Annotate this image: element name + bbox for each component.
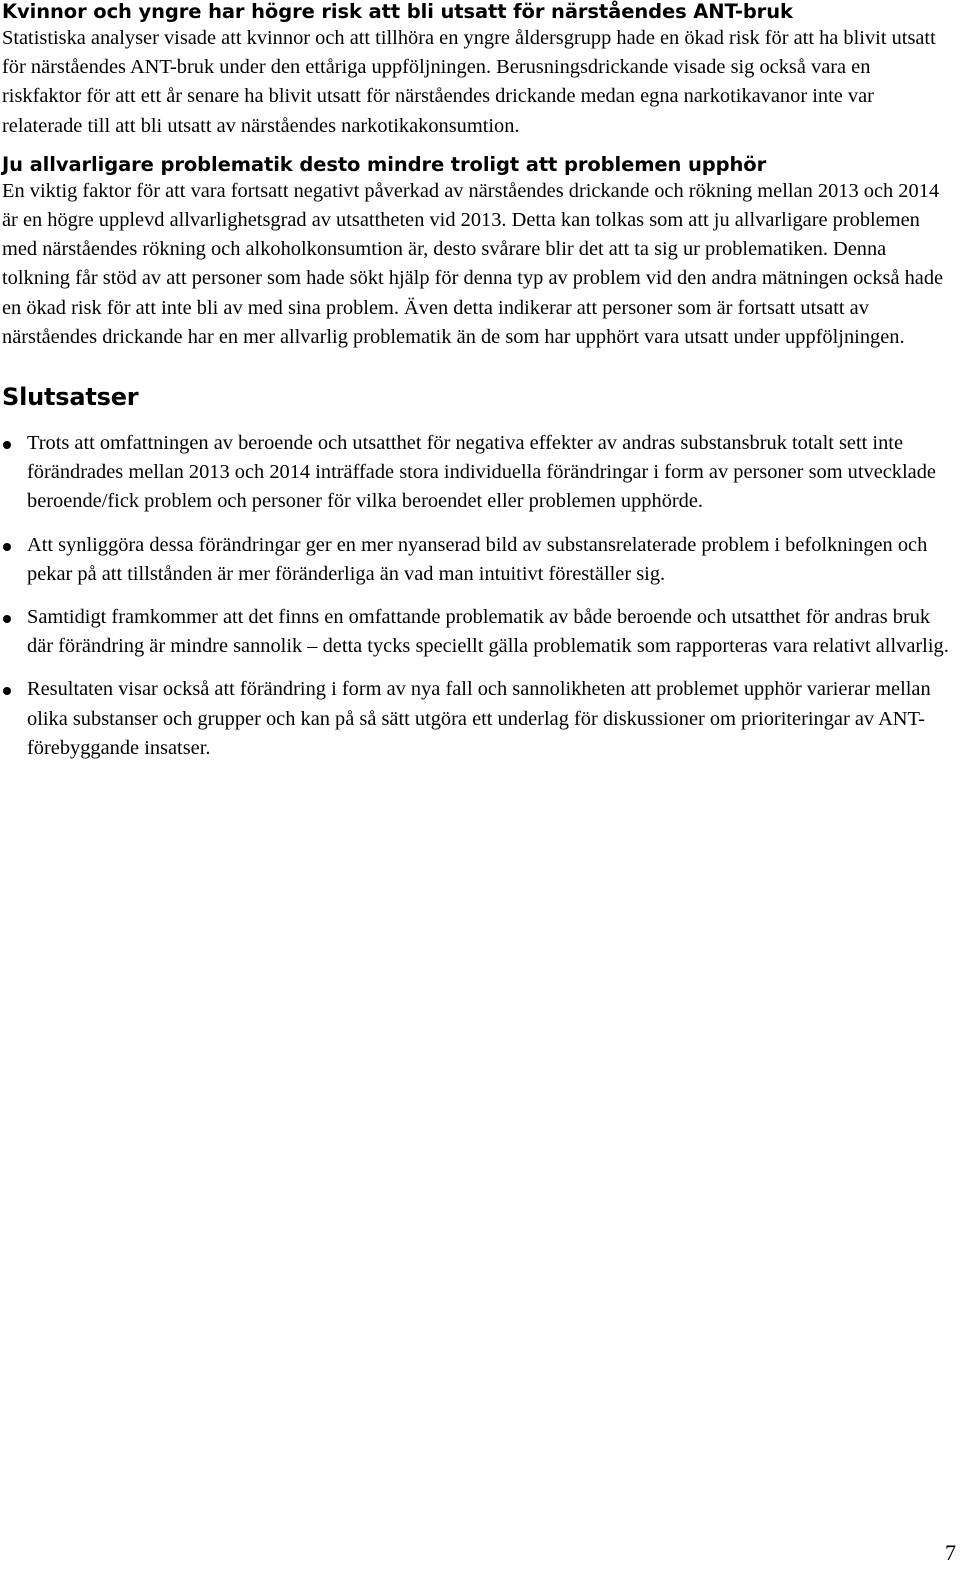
section-risk-factors bbox=[2, 0, 954, 141]
section-heading: Kvinnor och yngre har högre risk att bli utsatt för närståendes ANT-bruk bbox=[2, 0, 793, 23]
page-number: 7 bbox=[945, 1540, 956, 1565]
list-item-text: Trots att omfattningen av beroende och utsatthet för negativa effekter av andras substansbruk totalt sett inte förändrades mellan 2013 och 2014 inträffade stora individuella förändringar i form av personer som utvecklade beroende/fick problem och personer för vilka beroendet eller problemen upphörde. bbox=[27, 432, 936, 513]
bullet-icon bbox=[3, 441, 11, 449]
list-item bbox=[2, 429, 954, 517]
list-item bbox=[2, 603, 954, 661]
list-item bbox=[2, 531, 954, 589]
section-paragraph: Statistiska analyser visade att kvinnor och att tillhöra en yngre åldersgrupp hade en ökad risk för att ha blivit utsatt för närståendes ANT-bruk under den ettåriga uppföljningen. Berusningsdrickande visade sig också vara en riskfaktor för att ett år senare ha blivit utsatt för närståendes drickande medan egna narkotikavanor inte var relaterade till att bli utsatt av närståendes narkotikakonsumtion. bbox=[2, 27, 936, 137]
section-severity bbox=[2, 153, 954, 352]
bullet-icon bbox=[3, 543, 11, 551]
conclusions-heading: Slutsatser bbox=[2, 383, 139, 412]
section-conclusions bbox=[2, 382, 954, 763]
document-page bbox=[2, 0, 954, 777]
conclusions-list bbox=[2, 429, 954, 763]
bullet-icon bbox=[3, 615, 11, 623]
list-item-text: Samtidigt framkommer att det finns en omfattande problematik av både beroende och utsatthet för andras bruk där förändring är mindre sannolik – detta tycks speciellt gälla problematik som rapporteras vara relativt allvarlig. bbox=[27, 606, 949, 658]
list-item-text: Att synliggöra dessa förändringar ger en mer nyanserad bild av substansrelaterade problem i befolkningen och pekar på att tillstånden är mer föränderliga än vad man intuitivt föreställer sig. bbox=[27, 533, 928, 585]
section-paragraph: En viktig faktor för att vara fortsatt negativt påverkad av närståendes drickande och rökning mellan 2013 och 2014 är en högre upplevd allvarlighetsgrad av utsattheten vid 2013. Detta kan tolkas som att ju allvarligare problemen med närståendes rökning och alkoholkonsumtion är, desto svårare blir det att ta sig ur problematiken. Denna tolkning får stöd av att personer som hade sökt hjälp för denna typ av problem vid den andra mätningen också hade en ökad risk för att inte bli av med sina problem. Även detta indikerar att personer som är fortsatt utsatt av närståendes drickande har en mer allvarlig problematik än de som har upphört vara utsatt under uppföljningen. bbox=[2, 179, 944, 348]
list-item bbox=[2, 675, 954, 763]
bullet-icon bbox=[3, 687, 11, 695]
list-item-text: Resultaten visar också att förändring i form av nya fall och sannolikheten att problemet upphör varierar mellan olika substanser och grupper och kan på så sätt utgöra ett underlag för diskussioner om prioriteringar av ANT-förebyggande insatser. bbox=[27, 678, 931, 759]
section-heading: Ju allvarligare problematik desto mindre troligt att problemen upphör bbox=[2, 152, 767, 176]
